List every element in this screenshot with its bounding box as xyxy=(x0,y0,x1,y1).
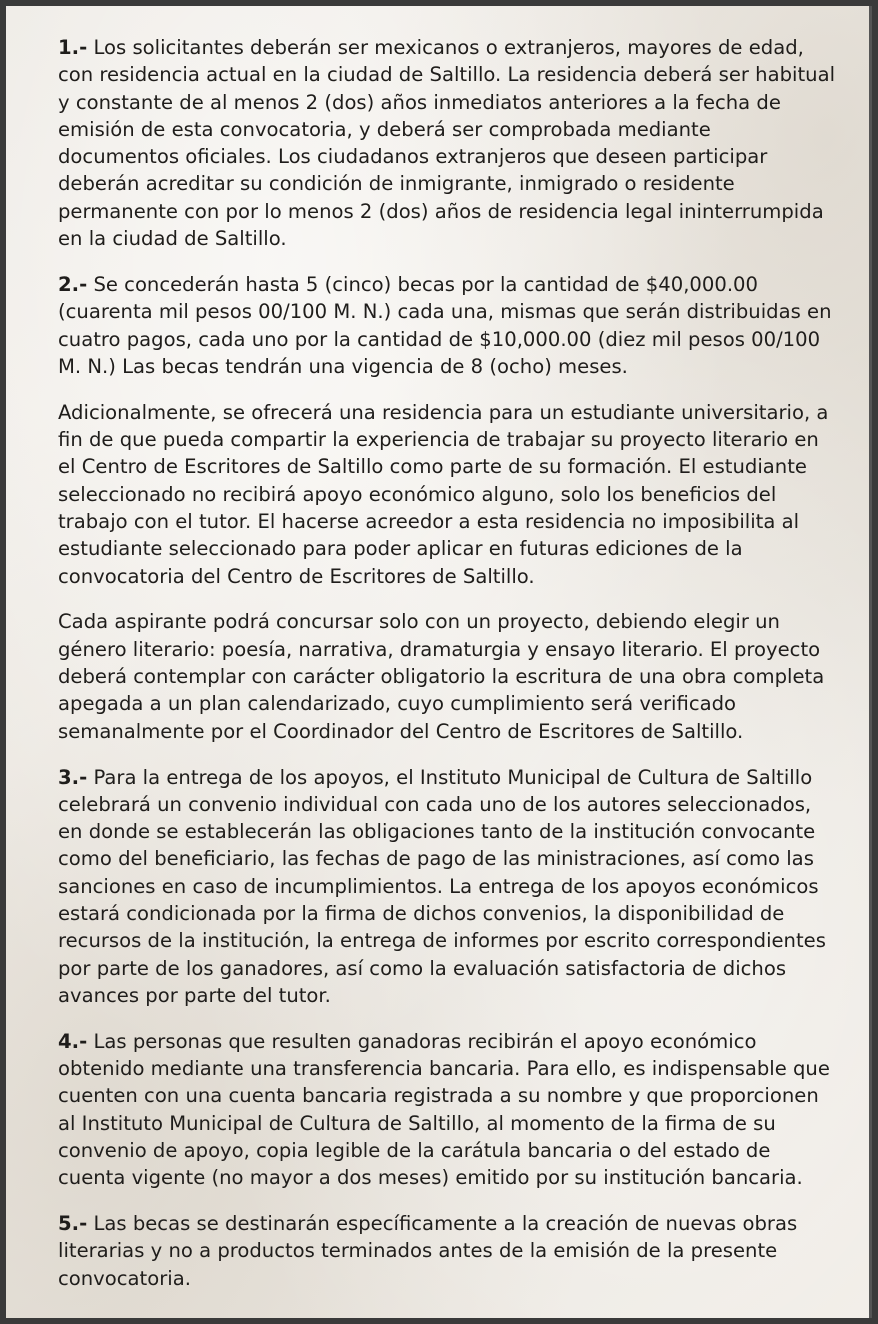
paragraph-number: 2.- xyxy=(58,272,88,296)
paragraph-text: Adicionalmente, se ofrecerá una residencia para un estudiante universitario, a fin de que pueda compartir la experiencia de trabajar su proyecto literario en el Centro de Escritores de Saltillo como parte de su formación. El estudiante seleccionado no recibirá apoyo económico alguno, solo los beneficios del trabajo con el tutor. El hacerse acreedor a esta residencia no imposibilita al estudiante seleccionado para poder aplicar en futuras ediciones de la convocatoria del Centro de Escritores de Saltillo. xyxy=(58,400,829,588)
paragraph-number: 4.- xyxy=(58,1029,88,1053)
paragraph-2 xyxy=(58,271,838,380)
paragraph-number: 1.- xyxy=(58,36,88,59)
paragraph-text: Se concederán hasta 5 (cinco) becas por la cantidad de $40,000.00 (cuarenta mil pesos 00/100 M. N.) cada una, mismas que serán distribuidas en cuatro pagos, cada uno por la cantidad de $10,000.00 (diez mil pesos 00/100 M. N.) Las becas tendrán una vigencia de 8 (ocho) meses. xyxy=(58,272,832,378)
paragraph-4 xyxy=(58,1028,838,1192)
paragraph-text: Las personas que resulten ganadoras recibirán el apoyo económico obtenido mediante una transferencia bancaria. Para ello, es indispensable que cuenten con una cuenta bancaria registrada a su nombre y que proporcionen al Instituto Municipal de Cultura de Saltillo, al momento de la firma de su convenio de apoyo, copia legible de la carátula bancaria o del estado de cuenta vigente (no mayor a dos meses) emitido por su institución bancaria. xyxy=(58,1029,830,1190)
paragraph-number: 5.- xyxy=(58,1212,88,1236)
paragraph-text: Para la entrega de los apoyos, el Instituto Municipal de Cultura de Saltillo celebrará un convenio individual con cada uno de los autores seleccionados, en donde se establecerán las obligaciones tanto de la institución convocante como del beneficiario, las fechas de pago de las ministraciones, así como las sanciones en caso de incumplimientos. La entrega de los apoyos económicos estará condicionada por la firma de dichos convenios, la disponibilidad de recursos de la institución, la entrega de informes por escrito correspondientes por parte de los ganadores, así como la evaluación satisfactoria de dichos avances por parte del tutor. xyxy=(58,765,826,1007)
paragraph-5 xyxy=(58,1210,838,1292)
paragraph-residency xyxy=(58,399,838,590)
paragraph-text: Las becas se destinarán específicamente a la creación de nuevas obras literarias y no a productos terminados antes de la emisión de la presente convocatoria. xyxy=(58,1212,798,1290)
document-body xyxy=(58,34,838,1311)
document-page xyxy=(6,6,872,1318)
paragraph-number: 3.- xyxy=(58,765,88,789)
paragraph-3 xyxy=(58,764,838,1010)
paragraph-text: Los solicitantes deberán ser mexicanos o extranjeros, mayores de edad, con residencia actual en la ciudad de Saltillo. La residencia deberá ser habitual y constante de al menos 2 (dos) años inmediatos anteriores a la fecha de emisión de esta convocatoria, y deberá ser comprobada mediante documentos oficiales. Los ciudadanos extranjeros que deseen participar deberán acreditar su condición de inmigrante, inmigrado o residente permanente con por lo menos 2 (dos) años de residencia legal ininterrumpida en la ciudad de Saltillo. xyxy=(58,36,836,251)
paragraph-project xyxy=(58,608,838,744)
paragraph-1 xyxy=(58,34,838,252)
paragraph-text: Cada aspirante podrá concursar solo con un proyecto, debiendo elegir un género literario: poesía, narrativa, dramaturgia y ensayo literario. El proyecto deberá contemplar con carácter obligatorio la escritura de una obra completa apegada a un plan calendarizado, cuyo cumplimiento será verificado semanalmente por el Coordinador del Centro de Escritores de Saltillo. xyxy=(58,610,825,743)
